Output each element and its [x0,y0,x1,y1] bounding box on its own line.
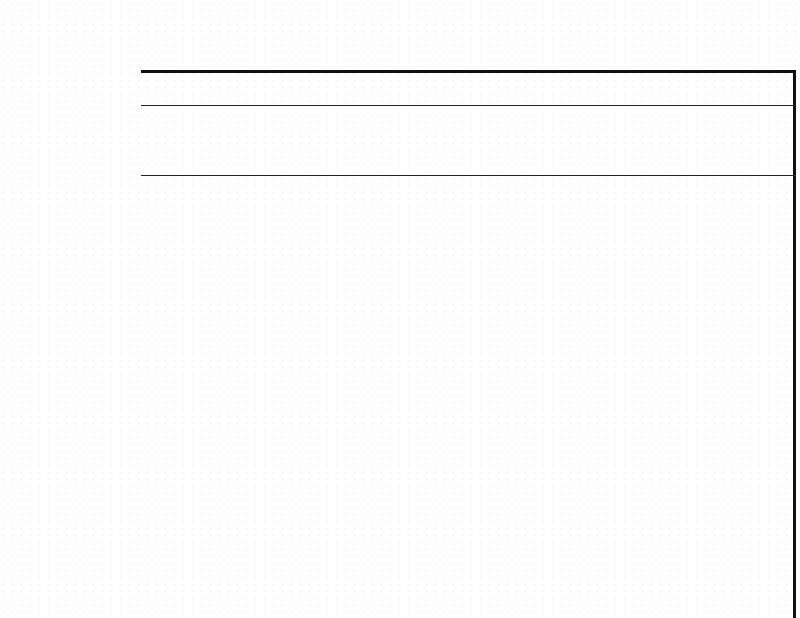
column-divider-code [141,175,796,176]
table-border-left [141,70,796,73]
table-border-top [793,70,796,618]
column-divider-number [141,105,796,106]
